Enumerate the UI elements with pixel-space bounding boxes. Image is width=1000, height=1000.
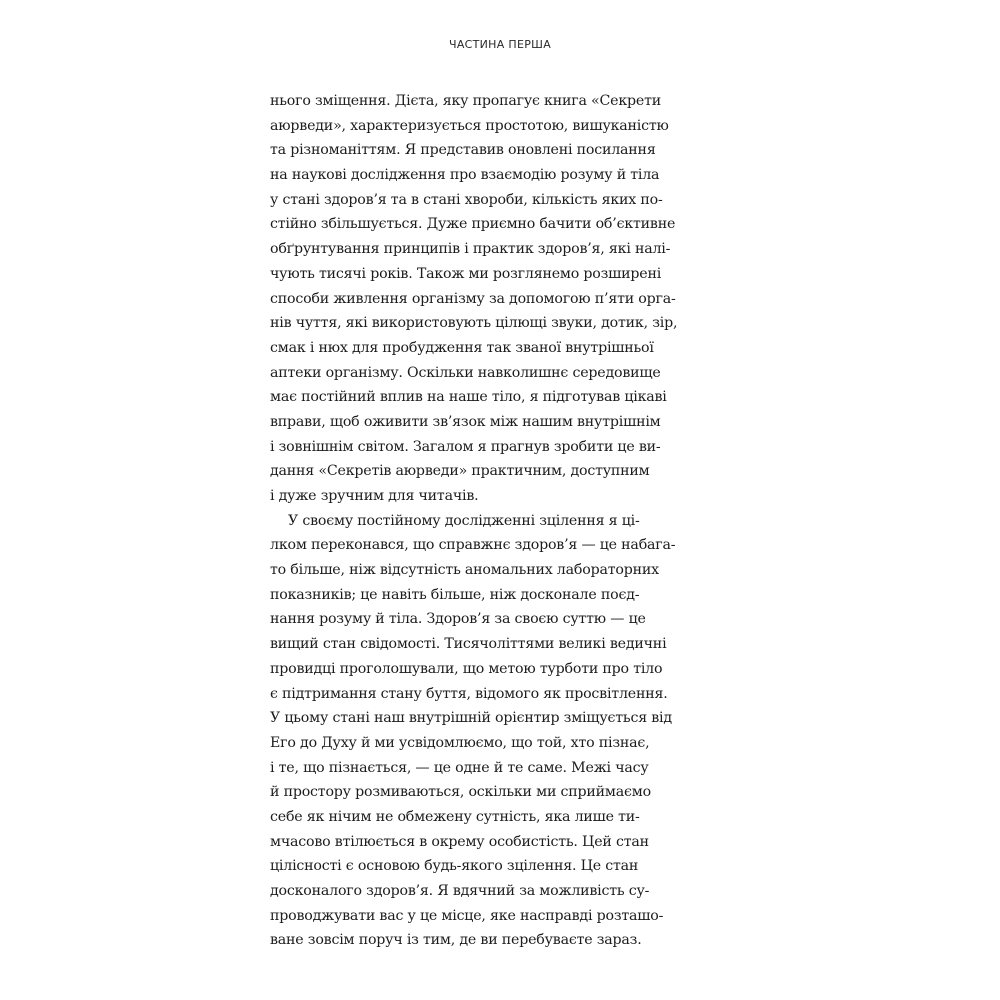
text-line: та різноманіттям. Я представив оновлені посилання — [270, 142, 656, 159]
text-line: вищий стан свідомості. Тисячоліттями великі ведичні — [270, 636, 667, 653]
text-line: на наукові дослідження про взаємодію розуму й тіла — [270, 167, 660, 184]
text-line: і зовнішнім світом. Загалом я прагнув зробити це ви- — [270, 438, 661, 455]
text-line: має постійний вплив на наше тіло, я підготував цікаві — [270, 389, 667, 406]
text-line: показників; це навіть більше, ніж досконале поєд- — [270, 586, 640, 603]
text-line: вправи, щоб оживити зв’язок між нашим внутрішнім — [270, 413, 661, 430]
text-line: є підтримання стану буття, відомого як просвітлення. — [270, 685, 668, 702]
text-line: нання розуму й тіла. Здоров’я за своєю суттю — це — [270, 611, 646, 628]
text-line: способи живлення організму за допомогою п’яти орга- — [270, 290, 676, 307]
text-line: цілісності є основою будь-якого зцілення. Це стан — [270, 858, 639, 875]
text-line: досконалого здоров’я. Я вдячний за можливість су- — [270, 883, 650, 899]
text-line: обґрунтування принципів і практик здоров’я, які налі- — [270, 241, 671, 258]
paragraph-2 — [270, 509, 690, 953]
body-text — [270, 89, 690, 953]
text-line: провидці проголошували, що метою турботи про тіло — [270, 660, 663, 677]
text-line: себе як нічим не обмежену сутність, яка лише ти- — [270, 808, 640, 825]
text-line: нів чуття, які використовують цілющі звуки, дотик, зір, — [270, 315, 678, 332]
text-line: аптеки організму. Оскільки навколишнє середовище — [270, 364, 661, 381]
paragraph-1 — [270, 89, 690, 509]
text-line: аюрведи», характеризується простотою, вишуканістю — [270, 117, 669, 134]
text-line: то більше, ніж відсутність аномальних лабораторних — [270, 562, 659, 579]
text-line: проводжувати вас у це місце, яке насправді розташо- — [270, 907, 664, 924]
text-line: дання «Секретів аюрведи» практичним, доступним — [270, 463, 650, 480]
text-line: чують тисячі років. Також ми розглянемо розширені — [270, 265, 662, 282]
text-line: у стані здоров’я та в стані хвороби, кількість яких по- — [270, 191, 663, 208]
text-line: мчасово втілюється в окрему особистість. Цей стан — [270, 833, 649, 850]
running-head: ЧАСТИНА ПЕРША — [448, 38, 552, 51]
text-line: смак і нюх для пробудження так званої внутрішньої — [270, 339, 654, 356]
text-line: Его до Духу й ми усвідомлюємо, що той, хто пізнає, — [270, 734, 650, 751]
text-line: лком переконався, що справжнє здоров’я — це набага- — [270, 537, 676, 554]
text-line: У цьому стані наш внутрішній орієнтир зміщується від — [270, 710, 672, 727]
text-line: ване зовсім поруч із тим, де ви перебуваєте зараз. — [270, 932, 642, 949]
text-line: стійно збільшується. Дуже приємно бачити об’єктивне — [270, 216, 676, 233]
text-line: нього зміщення. Дієта, яку пропагує книга «Секрети — [270, 93, 661, 109]
text-line: і дуже зручним для читачів. — [270, 488, 479, 504]
text-line: і те, що пізнається, — це одне й те саме. Межі часу — [270, 759, 649, 776]
text-line: й простору розмиваються, оскільки ми сприймаємо — [270, 784, 651, 801]
text-line: У своєму постійному дослідженні зцілення я ці- — [288, 512, 640, 529]
